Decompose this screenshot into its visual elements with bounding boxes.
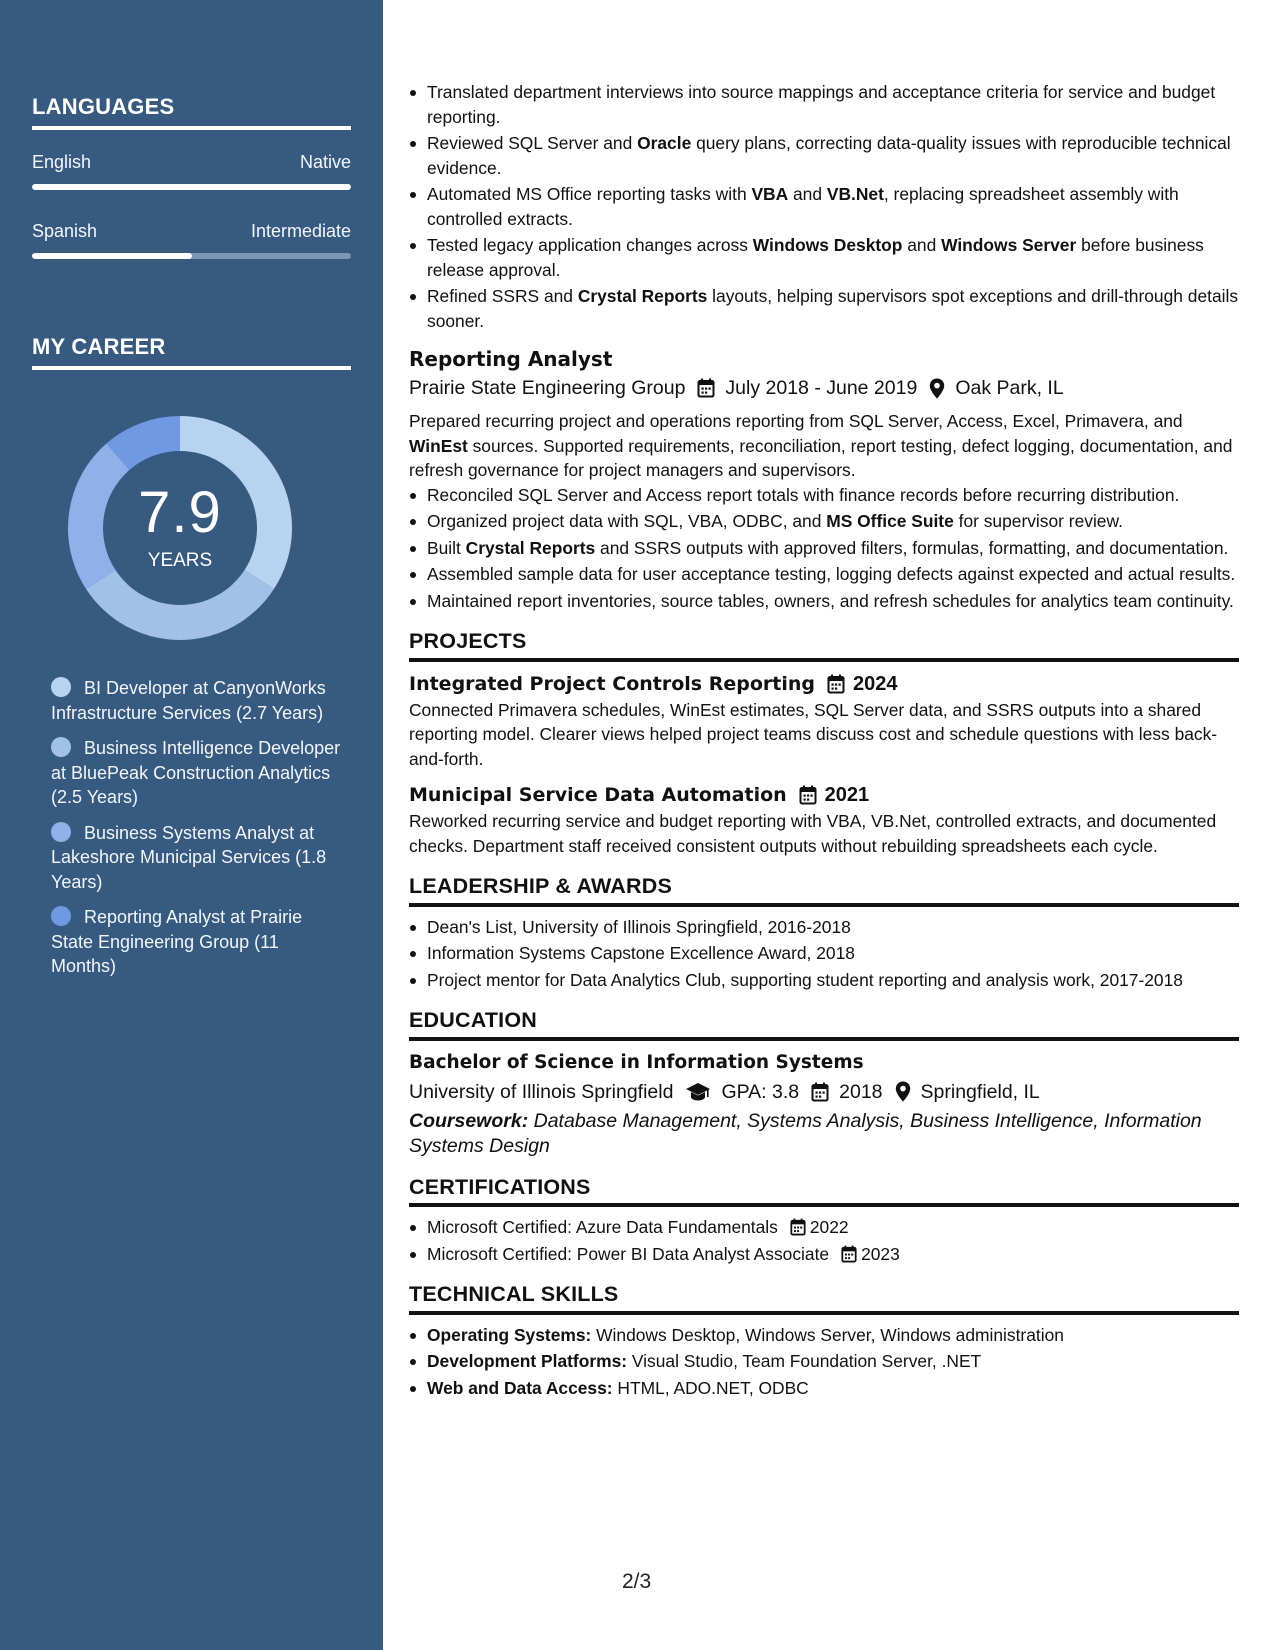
skills-heading: TECHNICAL SKILLS — [409, 1282, 1239, 1315]
graduation-year: 2018 — [839, 1080, 883, 1103]
certifications-heading: CERTIFICATIONS — [409, 1175, 1239, 1208]
bullet-item: Translated department interviews into source mappings and acceptance criteria for service and budget reporting. — [409, 80, 1239, 129]
page-number: 2/3 — [622, 1570, 652, 1593]
legend-dot-icon — [51, 822, 71, 842]
project-description: Reworked recurring service and budget reporting with VBA, VB.Net, controlled extracts, and documented checks. Department staff received consistent outputs without rebuilding spreadsheets each cycle. — [409, 811, 1217, 856]
education-heading: EDUCATION — [409, 1008, 1239, 1041]
gpa: GPA: 3.8 — [721, 1080, 800, 1103]
career-legend-label: Reporting Analyst at Prairie State Engineering Group (11 Months) — [51, 907, 303, 976]
career-legend-item — [51, 821, 341, 895]
language-proficiency-fill — [32, 184, 351, 190]
certification-item — [409, 1242, 1239, 1267]
bullet-item: Project mentor for Data Analytics Club, supporting student reporting and analysis work, 2017-2018 — [409, 968, 1239, 993]
bullet-item: Refined SSRS and Crystal Reports layouts, helping supervisors spot exceptions and drill-through details sooner. — [409, 284, 1239, 333]
skill-label: Operating Systems: — [427, 1324, 592, 1345]
certification-year: 2022 — [809, 1217, 849, 1237]
sidebar — [0, 0, 383, 1650]
job-summary: Prepared recurring project and operations reporting from SQL Server, Access, Excel, Primavera, and WinEst sources. Supported requirements, reconciliation, report testing, defect logging, documentation, and refresh governance for project managers and supervisors. — [409, 411, 1233, 480]
job-meta — [409, 373, 1239, 403]
skill-value: Windows Desktop, Windows Server, Windows administration — [596, 1324, 1064, 1345]
bullet-item: Reconciled SQL Server and Access report totals with finance records before recurring distribution. — [409, 483, 1239, 508]
project-description: Connected Primavera schedules, WinEst estimates, SQL Server data, and SSRS outputs into a shared reporting model. Clearer views helped project teams discuss cost and schedule questions with less back-and-forth. — [409, 699, 1218, 769]
bullet-item: Maintained report inventories, source tables, owners, and refresh schedules for analytics team continuity. — [409, 589, 1239, 614]
certification-item — [409, 1215, 1239, 1240]
school-name: University of Illinois Springfield — [409, 1080, 674, 1103]
projects-heading: PROJECTS — [409, 629, 1239, 662]
career-legend-item — [51, 905, 341, 979]
career-legend-label: BI Developer at CanyonWorks Infrastructure Services (2.7 Years) — [51, 678, 326, 723]
languages-heading: LANGUAGES — [32, 94, 351, 130]
skill-label: Development Platforms: — [427, 1351, 628, 1371]
location-pin-icon — [895, 1081, 911, 1102]
skill-item — [409, 1376, 1239, 1401]
job-bullets — [409, 483, 1239, 614]
language-level: Native — [299, 152, 351, 172]
skill-label: Web and Data Access: — [427, 1377, 613, 1398]
bullet-item: Built Crystal Reports and SSRS outputs with approved filters, formulas, formatting, and documentation. — [409, 536, 1239, 561]
bullet-item: Dean's List, University of Illinois Springfield, 2016-2018 — [409, 915, 1239, 940]
language-row-english — [32, 152, 351, 173]
leadership-heading: LEADERSHIP & AWARDS — [409, 874, 1239, 907]
calendar-icon — [790, 1218, 806, 1236]
main-content — [409, 80, 1239, 1402]
skill-value: Visual Studio, Team Foundation Server, .NET — [631, 1351, 982, 1371]
career-total-value: 7.9 — [138, 480, 222, 545]
skill-item — [409, 1349, 1239, 1374]
bullet-item: Tested legacy application changes across Windows Desktop and Windows Server before business release approval. — [409, 233, 1239, 282]
previous-job-bullets — [409, 80, 1239, 333]
certification-name: Microsoft Certified: Power BI Data Analyst Associate — [427, 1243, 830, 1264]
project-year: 2024 — [852, 672, 898, 695]
location-pin-icon — [929, 378, 945, 399]
language-proficiency-fill — [32, 253, 192, 259]
language-row-spanish — [32, 221, 351, 242]
bullet-item: Assembled sample data for user acceptance testing, logging defects against expected and actual results. — [409, 562, 1239, 587]
legend-dot-icon — [51, 906, 71, 926]
career-legend — [51, 676, 341, 990]
job-location: Oak Park, IL — [955, 377, 1064, 399]
language-proficiency-bar — [32, 253, 351, 259]
leadership-list — [409, 915, 1239, 993]
language-proficiency-bar — [32, 184, 351, 190]
calendar-icon — [841, 1245, 857, 1263]
career-total-unit: YEARS — [147, 550, 213, 571]
language-name: English — [32, 152, 92, 172]
education-meta — [409, 1077, 1239, 1107]
bullet-item: Automated MS Office reporting tasks with VBA and VB.Net, replacing spreadsheet assembly with controlled extracts. — [409, 182, 1239, 231]
job-company: Prairie State Engineering Group — [409, 377, 686, 399]
career-total — [67, 415, 293, 641]
calendar-icon — [697, 378, 715, 398]
project-title: Integrated Project Controls Reporting — [409, 672, 815, 695]
career-heading: MY CAREER — [32, 334, 351, 370]
certification-name: Microsoft Certified: Azure Data Fundamentals — [427, 1217, 778, 1237]
skill-item — [409, 1323, 1239, 1348]
degree-title: Bachelor of Science in Information Systems — [409, 1051, 864, 1073]
skills-list — [409, 1323, 1239, 1401]
career-donut-chart — [67, 415, 293, 641]
school-location: Springfield, IL — [920, 1080, 1040, 1103]
job-dates: July 2018 - June 2019 — [725, 377, 918, 399]
career-legend-label: Business Systems Analyst at Lakeshore Municipal Services (1.8 Years) — [51, 822, 327, 892]
bullet-item: Reviewed SQL Server and Oracle query plans, correcting data-quality issues with reproducible technical evidence. — [409, 131, 1239, 180]
career-legend-item — [51, 736, 341, 810]
career-legend-label: Business Intelligence Developer at BluePeak Construction Analytics (2.5 Years) — [51, 738, 341, 807]
bullet-item: Information Systems Capstone Excellence Award, 2018 — [409, 941, 1239, 966]
certification-year: 2023 — [861, 1243, 900, 1264]
certifications-list — [409, 1215, 1239, 1266]
skill-value: HTML, ADO.NET, ODBC — [617, 1377, 809, 1398]
project-title-row — [409, 781, 1239, 809]
career-legend-item — [51, 676, 341, 725]
legend-dot-icon — [51, 677, 71, 697]
calendar-icon — [827, 674, 845, 694]
calendar-icon — [799, 785, 817, 805]
bullet-item: Organized project data with SQL, VBA, ODBC, and MS Office Suite for supervisor review. — [409, 509, 1239, 534]
coursework-list: Database Management, Systems Analysis, Business Intelligence, Information Systems Design — [409, 1109, 1202, 1157]
coursework — [409, 1109, 1239, 1159]
language-level: Intermediate — [250, 221, 351, 241]
calendar-icon — [811, 1082, 829, 1102]
graduation-cap-icon — [685, 1082, 711, 1102]
project-title: Municipal Service Data Automation — [409, 784, 787, 806]
job-title: Reporting Analyst — [409, 347, 613, 371]
language-name: Spanish — [32, 221, 98, 241]
project-year: 2021 — [824, 784, 870, 806]
legend-dot-icon — [51, 737, 71, 757]
coursework-label: Coursework: — [409, 1109, 529, 1132]
project-title-row — [409, 670, 1239, 698]
